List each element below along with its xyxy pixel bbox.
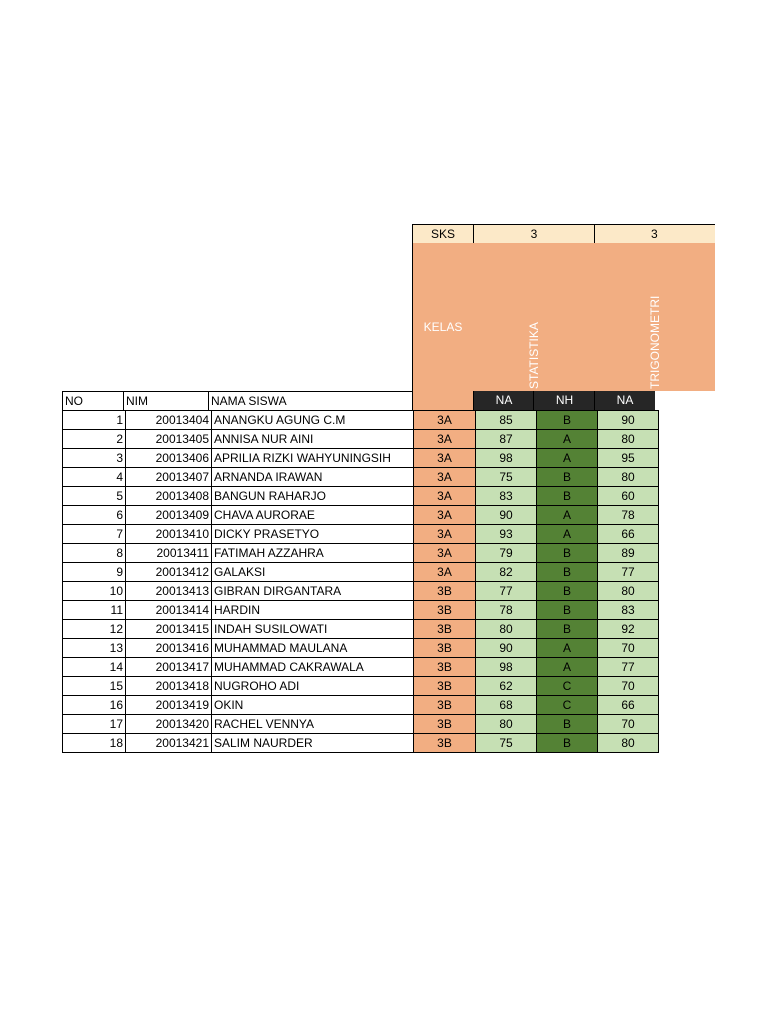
row-na-trigonometri: 80 — [598, 582, 659, 601]
row-na-statistika: 90 — [476, 639, 537, 658]
row-na-statistika: 93 — [476, 525, 537, 544]
statistika-header — [473, 243, 595, 391]
row-kelas: 3B — [414, 601, 476, 620]
row-no: 18 — [63, 734, 126, 753]
row-nh-statistika: B — [537, 601, 598, 620]
row-kelas: 3B — [414, 734, 476, 753]
row-kelas: 3B — [414, 639, 476, 658]
row-no: 13 — [63, 639, 126, 658]
row-kelas: 3B — [414, 677, 476, 696]
row-no: 6 — [63, 506, 126, 525]
row-kelas: 3A — [414, 563, 476, 582]
row-na-trigonometri: 77 — [598, 658, 659, 677]
table-row — [63, 677, 659, 696]
row-nim: 20013411 — [126, 544, 212, 563]
row-na-trigonometri: 90 — [598, 411, 659, 430]
row-nh-statistika: B — [537, 582, 598, 601]
row-na-trigonometri: 80 — [598, 430, 659, 449]
row-na-trigonometri: 66 — [598, 696, 659, 715]
row-nh-statistika: C — [537, 696, 598, 715]
row-no: 12 — [63, 620, 126, 639]
row-nim: 20013412 — [126, 563, 212, 582]
row-nama: GALAKSI — [212, 563, 414, 582]
row-na-statistika: 83 — [476, 487, 537, 506]
row-na-trigonometri: 92 — [598, 620, 659, 639]
row-na-trigonometri: 89 — [598, 544, 659, 563]
sks-value-trigonometri: 3 — [594, 224, 715, 244]
row-kelas: 3A — [414, 544, 476, 563]
row-nh-statistika: A — [537, 658, 598, 677]
row-na-statistika: 82 — [476, 563, 537, 582]
row-no: 16 — [63, 696, 126, 715]
row-na-statistika: 68 — [476, 696, 537, 715]
column-header-nim: NIM — [123, 391, 209, 411]
row-na-trigonometri: 60 — [598, 487, 659, 506]
table-row — [63, 449, 659, 468]
row-na-statistika: 79 — [476, 544, 537, 563]
row-nama: CHAVA AURORAE — [212, 506, 414, 525]
row-na-trigonometri: 78 — [598, 506, 659, 525]
row-no: 14 — [63, 658, 126, 677]
row-na-statistika: 98 — [476, 658, 537, 677]
row-nh-statistika: B — [537, 734, 598, 753]
row-no: 17 — [63, 715, 126, 734]
row-kelas: 3B — [414, 715, 476, 734]
row-nama: INDAH SUSILOWATI — [212, 620, 414, 639]
table-row — [63, 734, 659, 753]
row-nim: 20013417 — [126, 658, 212, 677]
row-nama: DICKY PRASETYO — [212, 525, 414, 544]
student-rows — [63, 411, 659, 753]
table-row — [63, 658, 659, 677]
row-no: 5 — [63, 487, 126, 506]
table-row — [63, 544, 659, 563]
table-row — [63, 582, 659, 601]
row-kelas: 3B — [414, 696, 476, 715]
row-nim: 20013418 — [126, 677, 212, 696]
row-nama: HARDIN — [212, 601, 414, 620]
row-kelas: 3A — [414, 487, 476, 506]
row-nim: 20013415 — [126, 620, 212, 639]
row-nim: 20013419 — [126, 696, 212, 715]
column-header-no: NO — [62, 391, 124, 411]
row-nh-statistika: A — [537, 639, 598, 658]
row-nh-statistika: A — [537, 525, 598, 544]
row-nh-statistika: A — [537, 506, 598, 525]
row-na-trigonometri: 77 — [598, 563, 659, 582]
subheader-na-statistika: NA — [473, 391, 534, 411]
row-na-statistika: 80 — [476, 715, 537, 734]
row-na-trigonometri: 70 — [598, 677, 659, 696]
row-nama: MUHAMMAD CAKRAWALA — [212, 658, 414, 677]
row-nama: SALIM NAURDER — [212, 734, 414, 753]
row-nama: FATIMAH AZZAHRA — [212, 544, 414, 563]
row-kelas: 3A — [414, 506, 476, 525]
row-na-trigonometri: 95 — [598, 449, 659, 468]
row-nh-statistika: B — [537, 544, 598, 563]
table-row — [63, 411, 659, 430]
table-row — [63, 525, 659, 544]
row-nim: 20013410 — [126, 525, 212, 544]
table-row — [63, 430, 659, 449]
row-nama: RACHEL VENNYA — [212, 715, 414, 734]
row-na-trigonometri: 70 — [598, 639, 659, 658]
row-no: 9 — [63, 563, 126, 582]
kelas-header-label: KELAS — [423, 320, 463, 334]
row-kelas: 3A — [414, 468, 476, 487]
row-nim: 20013408 — [126, 487, 212, 506]
row-no: 4 — [63, 468, 126, 487]
row-nama: ANNISA NUR AINI — [212, 430, 414, 449]
row-nim: 20013413 — [126, 582, 212, 601]
row-na-trigonometri: 70 — [598, 715, 659, 734]
column-header-nama: NAMA SISWA — [208, 391, 413, 411]
row-nim: 20013404 — [126, 411, 212, 430]
row-nim: 20013405 — [126, 430, 212, 449]
row-nim: 20013421 — [126, 734, 212, 753]
row-nh-statistika: B — [537, 620, 598, 639]
row-na-trigonometri: 66 — [598, 525, 659, 544]
row-nim: 20013414 — [126, 601, 212, 620]
trigonometri-header — [594, 243, 715, 391]
row-no: 2 — [63, 430, 126, 449]
row-kelas: 3B — [414, 658, 476, 677]
row-na-trigonometri: 80 — [598, 734, 659, 753]
table-row — [63, 487, 659, 506]
row-nh-statistika: B — [537, 487, 598, 506]
row-na-statistika: 80 — [476, 620, 537, 639]
row-na-statistika: 62 — [476, 677, 537, 696]
row-na-statistika: 87 — [476, 430, 537, 449]
row-kelas: 3A — [414, 411, 476, 430]
row-na-statistika: 78 — [476, 601, 537, 620]
table-row — [63, 601, 659, 620]
row-nama: OKIN — [212, 696, 414, 715]
row-nh-statistika: B — [537, 563, 598, 582]
subheader-na-trigonometri: NA — [594, 391, 655, 411]
table-row — [63, 639, 659, 658]
row-na-trigonometri: 80 — [598, 468, 659, 487]
table-row — [63, 468, 659, 487]
table-row — [63, 506, 659, 525]
subheader-nh-statistika: NH — [533, 391, 595, 411]
table-row — [63, 696, 659, 715]
row-no: 1 — [63, 411, 126, 430]
table-row — [63, 563, 659, 582]
statistika-label: STATISTIKA — [527, 322, 541, 389]
table-row — [63, 620, 659, 639]
row-na-statistika: 98 — [476, 449, 537, 468]
row-na-statistika: 85 — [476, 411, 537, 430]
row-no: 8 — [63, 544, 126, 563]
row-no: 7 — [63, 525, 126, 544]
sks-value-statistika: 3 — [473, 224, 595, 244]
row-nim: 20013416 — [126, 639, 212, 658]
row-no: 3 — [63, 449, 126, 468]
row-nama: MUHAMMAD MAULANA — [212, 639, 414, 658]
row-kelas: 3A — [414, 525, 476, 544]
row-no: 15 — [63, 677, 126, 696]
sks-label: SKS — [412, 224, 474, 244]
trigonometri-label: TRIGONOMETRI — [648, 295, 662, 389]
row-nama: GIBRAN DIRGANTARA — [212, 582, 414, 601]
row-kelas: 3B — [414, 620, 476, 639]
row-nh-statistika: A — [537, 449, 598, 468]
row-no: 11 — [63, 601, 126, 620]
row-kelas: 3A — [414, 449, 476, 468]
row-nama: ANANGKU AGUNG C.M — [212, 411, 414, 430]
row-na-trigonometri: 83 — [598, 601, 659, 620]
row-nim: 20013409 — [126, 506, 212, 525]
row-nim: 20013420 — [126, 715, 212, 734]
row-nim: 20013407 — [126, 468, 212, 487]
row-nh-statistika: A — [537, 430, 598, 449]
row-no: 10 — [63, 582, 126, 601]
row-kelas: 3A — [414, 430, 476, 449]
row-kelas: 3B — [414, 582, 476, 601]
row-nama: ARNANDA IRAWAN — [212, 468, 414, 487]
table-row — [63, 715, 659, 734]
row-na-statistika: 75 — [476, 468, 537, 487]
row-nh-statistika: B — [537, 411, 598, 430]
row-nim: 20013406 — [126, 449, 212, 468]
row-na-statistika: 75 — [476, 734, 537, 753]
kelas-header — [412, 243, 474, 411]
row-nama: NUGROHO ADI — [212, 677, 414, 696]
student-grades-table — [62, 410, 659, 753]
row-nh-statistika: C — [537, 677, 598, 696]
row-nh-statistika: B — [537, 468, 598, 487]
row-na-statistika: 90 — [476, 506, 537, 525]
row-nama: BANGUN RAHARJO — [212, 487, 414, 506]
row-na-statistika: 77 — [476, 582, 537, 601]
row-nama: APRILIA RIZKI WAHYUNINGSIH — [212, 449, 414, 468]
row-nh-statistika: B — [537, 715, 598, 734]
